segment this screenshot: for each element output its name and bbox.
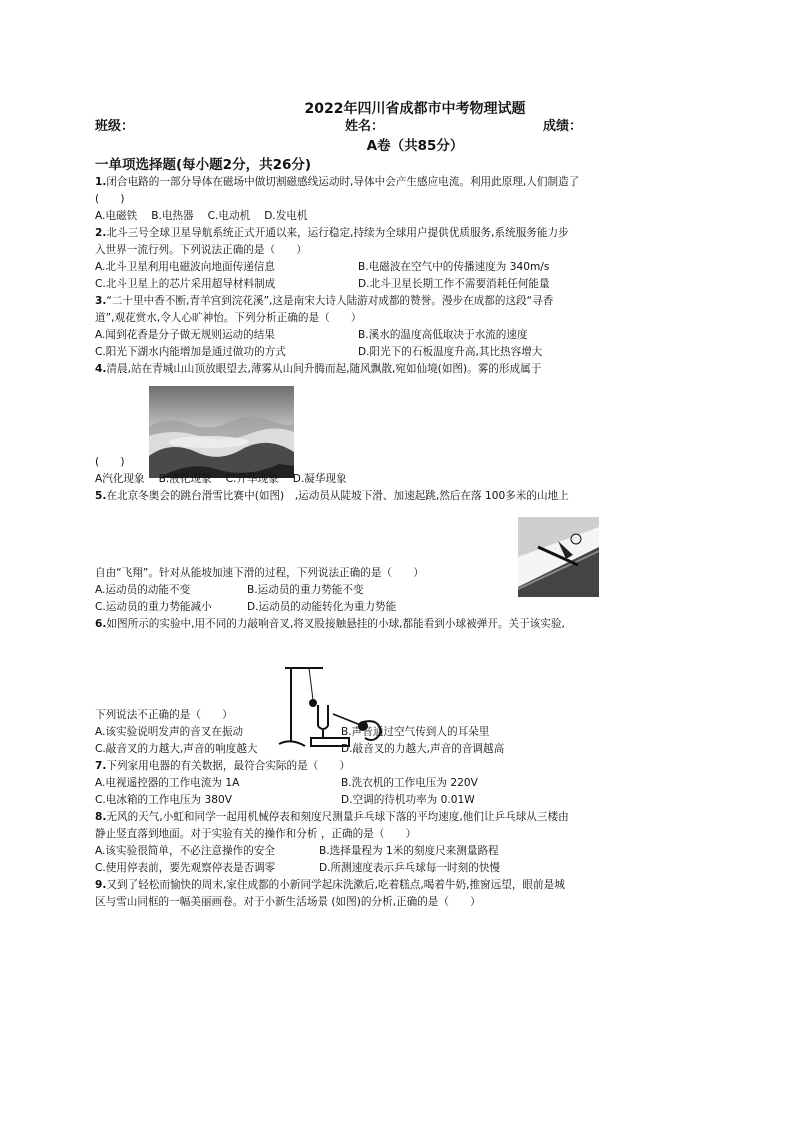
option: C.升华现象 <box>225 473 279 485</box>
question-1-paren: ( ) <box>95 193 125 205</box>
question-3: 3.“二十里中香不断,青羊宫到浣花溪”,这是南宋大诗人陆游对成都的赞誉。漫步在成都的这段“寻香 <box>95 295 554 307</box>
question-3-options-cd: C.阳光下湖水内能增加是通过做功的方式 D.阳光下的石板温度升高,其比热容增大 <box>95 346 543 358</box>
option: A.电磁铁 <box>95 210 138 222</box>
question-6: 6.如图所示的实验中,用不同的力敲响音叉,将叉股接触悬挂的小球,都能看到小球被弹开。关于该实验, <box>95 618 565 630</box>
option: B.电热器 <box>151 210 194 222</box>
question-8-options-cd: C.使用停表前，要先观察停表是否调零 D.所测速度表示乒乓球每一时刻的快慢 <box>95 862 501 874</box>
question-6-options-cd: C.敲音叉的力越大,声音的响度越大 D.敲音叉的力越大,声音的音调越高 <box>95 743 505 755</box>
question-5: 5.在北京冬奥会的跳台滑雪比赛中(如图) ,运动员从陡坡下滑、加速起跳,然后在落 100多米的山地上 <box>95 490 569 502</box>
question-7-options-ab: A.电视遥控器的工作电流为 1A B.洗衣机的工作电压为 220V <box>95 777 478 789</box>
exam-title: 2022年四川省成都市中考物理试题 <box>304 101 526 117</box>
option: C.电动机 <box>207 210 251 222</box>
question-7: 7.下列家用电器的有关数据，最符合实际的是（ ） <box>95 760 351 772</box>
question-9: 9.又到了轻松而愉快的周末,家住成都的小新同学起床洗漱后,吃着糕点,喝着牛奶,推窗远望，眼前是城 <box>95 879 565 891</box>
option: B.液化现象 <box>158 473 212 485</box>
question-8-options-ab: A.该实验很简单，不必注意操作的安全 B.选择量程为 1米的刻度尺来测量路程 <box>95 845 499 857</box>
option: D.发电机 <box>264 210 308 222</box>
question-9-line2: 区与雪山同框的一幅美丽画卷。对于小新生活场景 (如图)的分析,正确的是（ ） <box>95 896 481 908</box>
score-label: 成绩： <box>543 119 583 134</box>
question-5-line2: 自由“飞翔”。针对从能坡加速下滑的过程，下列说法正确的是（ ） <box>95 567 424 579</box>
name-label: 姓名： <box>345 119 385 134</box>
question-5-options-ab: A.运动员的动能不变 B.运动员的重力势能不变 <box>95 584 364 596</box>
question-1: 1.闭合电路的一部分导体在磁场中做切割磁感线运动时,导体中会产生感应电流。利用此原理,人们制造了 <box>95 176 580 188</box>
question-2-line2: 入世界一流行列。下列说法正确的是（ ） <box>95 244 307 256</box>
exam-page <box>95 100 705 911</box>
question-8: 8.无风的天气,小虹和同学一起用机械停表和刻度尺测量乒乓球下落的平均速度,他们让乒乓球从三楼由 <box>95 811 569 823</box>
question-2-options-ab: A.北斗卫星利用电磁波向地面传递信息 B.电磁波在空气中的传播速度为 340m/s <box>95 261 550 273</box>
question-6-line2: 下列说法不正确的是（ ） <box>95 709 233 721</box>
question-3-line2: 道”,观花赏水,令人心旷神怡。下列分析正确的是（ ） <box>95 312 362 324</box>
question-7-options-cd: C.电冰箱的工作电压为 380V D.空调的待机功率为 0.01W <box>95 794 475 806</box>
question-4: 4.清晨,站在青城山山顶放眼望去,薄雾从山间升腾而起,随风飘散,宛如仙境(如图)。雾的形成属于 <box>95 363 542 375</box>
question-2-options-cd: C.北斗卫星上的芯片采用超导材料制成 D.北斗卫星长期工作不需要消耗任何能量 <box>95 278 550 290</box>
student-info-row <box>95 118 705 136</box>
option: A汽化现象 <box>95 473 145 485</box>
section-a-title: A卷（共85分） <box>366 138 464 154</box>
class-label: 班级： <box>95 119 135 134</box>
question-2: 2.北斗三号全球卫星导航系统正式开通以来，运行稳定,持续为全球用户提供优质服务,系统服务能力步 <box>95 227 569 239</box>
question-6-options-ab: A.该实验说明发声的音叉在振动 B.声音通过空气传到人的耳朵里 <box>95 726 490 738</box>
question-8-line2: 静止竖直落到地面。对于实验有关的操作和分析 ，正确的是（ ） <box>95 828 417 840</box>
question-3-options-ab: A.闻到花香是分子做无规则运动的结果 B.溪水的温度高低取决于水流的速度 <box>95 329 528 341</box>
question-4-paren: ( ) <box>95 456 125 468</box>
section-single-choice: 一单项选择题(每小题2分，共26分) <box>95 157 312 173</box>
question-1-options <box>95 208 705 225</box>
question-4-options <box>95 471 705 488</box>
question-5-options-cd: C.运动员的重力势能减小 D.运动员的动能转化为重力势能 <box>95 601 397 613</box>
option: D.凝华现象 <box>292 473 347 485</box>
